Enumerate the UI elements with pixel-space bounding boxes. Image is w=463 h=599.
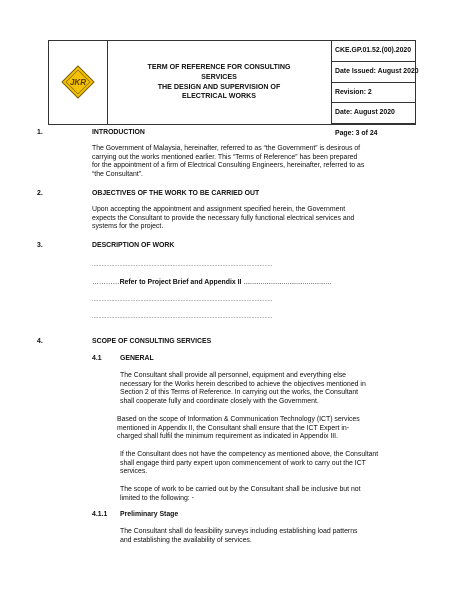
- section-4-1-1-body: The Consultant shall do feasibility surveys including establishing load patterns and establishing the availability of services.: [120, 528, 358, 544]
- jkr-logo-icon: [61, 65, 95, 99]
- doc-code: CKE.GP.01.52.(00).2020: [332, 41, 416, 62]
- section-1-title: INTRODUCTION: [92, 129, 145, 136]
- dotted-line-2: ................................................................................................................: [92, 297, 273, 303]
- page-number: Page: 3 of 24: [335, 130, 378, 137]
- section-4-1-1-title: Preliminary Stage: [120, 511, 179, 518]
- title-line-2: SERVICES: [201, 72, 237, 81]
- section-3-number: 3.: [37, 242, 43, 249]
- section-4-1-paragraph-2: Based on the scope of Information & Communication Technology (ICT) services mentioned in Appendix II, the Consultant shall ensure that the ICT Expert in- charged shall fulfil the minimum requirement as indicated in Appendix III.: [117, 416, 360, 441]
- section-4-1-number: 4.1: [92, 355, 102, 362]
- section-4-1-title: GENERAL: [120, 355, 154, 362]
- dotted-line-3: ................................................................................................................: [92, 314, 273, 320]
- section-4-1-paragraph-1: The Consultant shall provide all personnel, equipment and everything else necessary for the Works herein described to achieve the objectives mentioned in Section 2 of this Terms of Reference. In carrying out the works, the Consultant shall cooperate fully and coordinate closely with the Government.: [120, 372, 366, 405]
- section-4-title: SCOPE OF CONSULTING SERVICES: [92, 338, 212, 345]
- section-4-1-1-number: 4.1.1: [92, 511, 108, 518]
- project-reference: Refer to Project Brief and Appendix II: [119, 279, 242, 286]
- document-title: [107, 41, 332, 124]
- section-4-1-paragraph-3: If the Consultant does not have the competency as mentioned above, the Consultant shall engage third party expert upon commencement of work to carry out the ICT services.: [120, 451, 379, 476]
- section-3-title: DESCRIPTION OF WORK: [92, 242, 175, 249]
- section-4-number: 4.: [37, 338, 43, 345]
- date: Date: August 2020: [332, 103, 416, 124]
- title-line-4: ELECTRICAL WORKS: [182, 92, 256, 101]
- section-2-title: OBJECTIVES OF THE WORK TO BE CARRIED OUT: [92, 190, 260, 197]
- title-line-1: TERM OF REFERENCE FOR CONSULTING: [147, 63, 291, 72]
- logo-cell: [49, 41, 108, 124]
- section-2-body: Upon accepting the appointment and assignment specified herein, the Government expects the Consultant to provide the necessary fully functional electrical services and systems for the project.: [92, 206, 355, 231]
- project-reference-line: …………Refer to Project Brief and Appendix II ..............................................: [92, 279, 332, 286]
- section-1-body: The Government of Malaysia, hereinafter, referred to as “the Government” is desirous of carrying out the works mentioned earlier. This “Terms of Reference” has been prepared for the appointment of a firm of Electrical Consulting Engineers, hereinafter, referred to as “the Consultant”.: [92, 145, 365, 178]
- document-meta: [332, 41, 419, 137]
- title-line-3: THE DESIGN AND SUPERVISION OF: [157, 82, 281, 91]
- revision: Revision: 2: [332, 83, 416, 104]
- section-1-number: 1.: [37, 129, 43, 136]
- section-2-number: 2.: [37, 190, 43, 197]
- dotted-line-1: ................................................................................................................: [92, 262, 273, 268]
- logo-text: JKR: [69, 78, 87, 87]
- date-issued: Date Issued: August 2020: [332, 62, 416, 83]
- section-4-1-paragraph-4: The scope of work to be carried out by the Consultant shall be inclusive but not limited to the following: -: [120, 486, 361, 502]
